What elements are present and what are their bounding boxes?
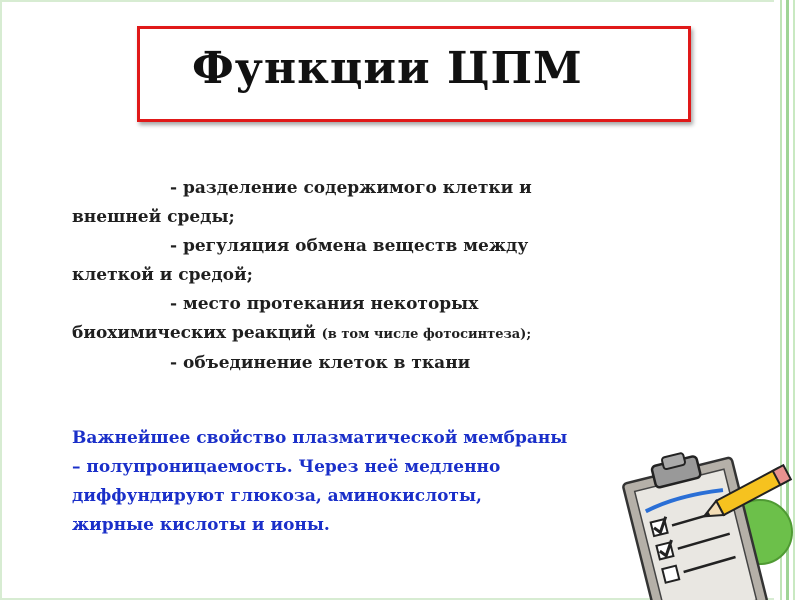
function-line: клеткой и средой; xyxy=(72,265,253,285)
slide-title: Функции ЦПМ xyxy=(192,43,583,94)
function-line: - объединение клеток в ткани xyxy=(170,353,471,373)
clipboard-checklist-icon xyxy=(598,440,798,600)
function-line: биохимических реакций (в том числе фотосинтеза); xyxy=(72,323,532,343)
title-box xyxy=(137,26,691,122)
property-line: диффундируют глюкоза, аминокислоты, xyxy=(72,486,482,506)
membrane-property-text xyxy=(72,424,647,540)
function-line: - место протекания некоторых xyxy=(170,294,479,314)
function-note: (в том числе фотосинтеза); xyxy=(321,327,532,342)
property-line: Важнейшее свойство плазматической мембраны xyxy=(72,428,568,448)
property-line: – полупроницаемость. Через неё медленно xyxy=(72,457,501,477)
function-line: - регуляция обмена веществ между xyxy=(170,236,529,256)
function-line: - разделение содержимого клетки и xyxy=(170,178,532,198)
function-line: внешней среды; xyxy=(72,207,235,227)
functions-list xyxy=(72,174,632,378)
property-line: жирные кислоты и ионы. xyxy=(72,515,330,535)
